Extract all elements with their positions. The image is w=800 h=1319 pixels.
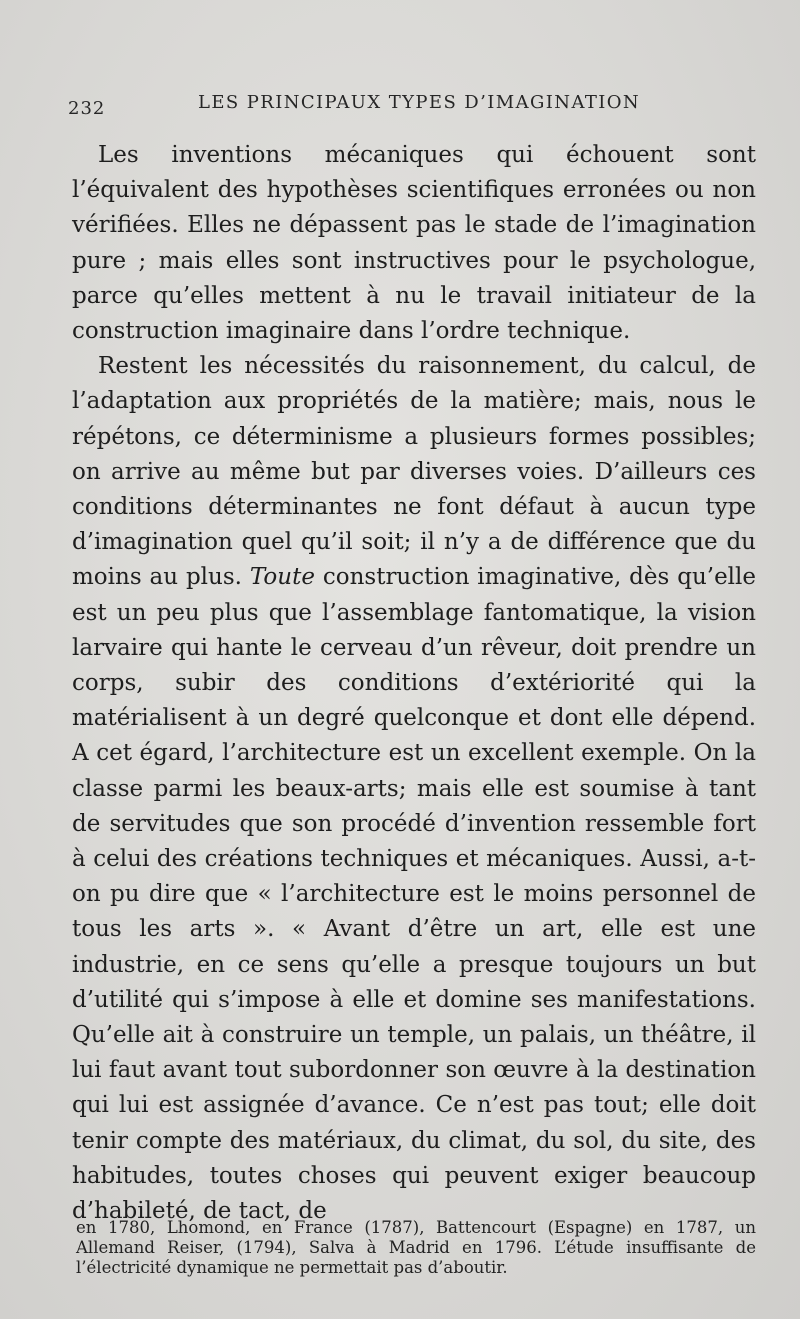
footnote-text: en 1780, Lhomond, en France (1787), Battencourt (Espagne) en 1787, un Allemand Reiser, (1794), Salva à Madrid en 1796. L’étude insuffisante de l’électricité dynamique ne permettait pas d’aboutir. xyxy=(76,1218,756,1277)
italic-word: Toute xyxy=(249,564,315,591)
paragraph-1 xyxy=(72,138,756,349)
footnote xyxy=(76,1218,756,1278)
paragraph-2-text-end: construction imaginative, dès qu’elle est un peu plus que l’assemblage fantomatique, la vision larvaire qui hante le cerveau d’un rêveur, doit prendre un corps, subir des conditions d’extériorité qui la matérialisent à un degré quelconque et dont elle dépend. A cet égard, l’architecture est un excellent exemple. On la classe parmi les beaux-arts; mais elle est soumise à tant de servitudes que son procédé d’invention ressemble fort à celui des créations techniques et mécaniques. Aussi, a-t-on pu dire que « l’architecture est le moins personnel de tous les arts ». « Avant d’être un art, elle est une industrie, en ce sens qu’elle a presque toujours un but d’utilité qui s’impose à elle et domine ses manifestations. Qu’elle ait à construire un temple, un palais, un théâtre, il lui faut avant tout subordonner son œuvre à la destination qui lui est assignée d’avance. Ce n’est pas tout; elle doit tenir compte des matériaux, du climat, du sol, du site, des habitudes, toutes choses qui peuvent exiger beaucoup d’habileté, de tact, de xyxy=(72,564,757,1225)
paragraph-1-text: Les inventions mécaniques qui échouent sont l’équivalent des hypothèses scientifiques erronées ou non vérifiées. Elles ne dépassent pas le stade de l’imagination pure ; mais elles sont instructives pour le psychologue, parce qu’elles mettent à nu le travail initiateur de la construction imaginaire dans l’ordre technique. xyxy=(72,142,756,345)
paragraph-2 xyxy=(72,349,756,1229)
running-head xyxy=(68,88,728,128)
paragraph-2-text-start: Restent les nécessités du raisonnement, du calcul, de l’adaptation aux propriétés de la matière; mais, nous le répétons, ce déterminisme a plusieurs formes possibles; on arrive au même but par diverses voies. D’ailleurs ces conditions déterminantes ne font défaut à aucun type d’imagination quel qu’il soit; il n’y a de différence que du moins au plus. xyxy=(72,353,756,591)
main-text xyxy=(72,138,756,1229)
page-number: 232 xyxy=(68,98,106,119)
running-title: LES PRINCIPAUX TYPES D’IMAGINATION xyxy=(198,92,641,113)
